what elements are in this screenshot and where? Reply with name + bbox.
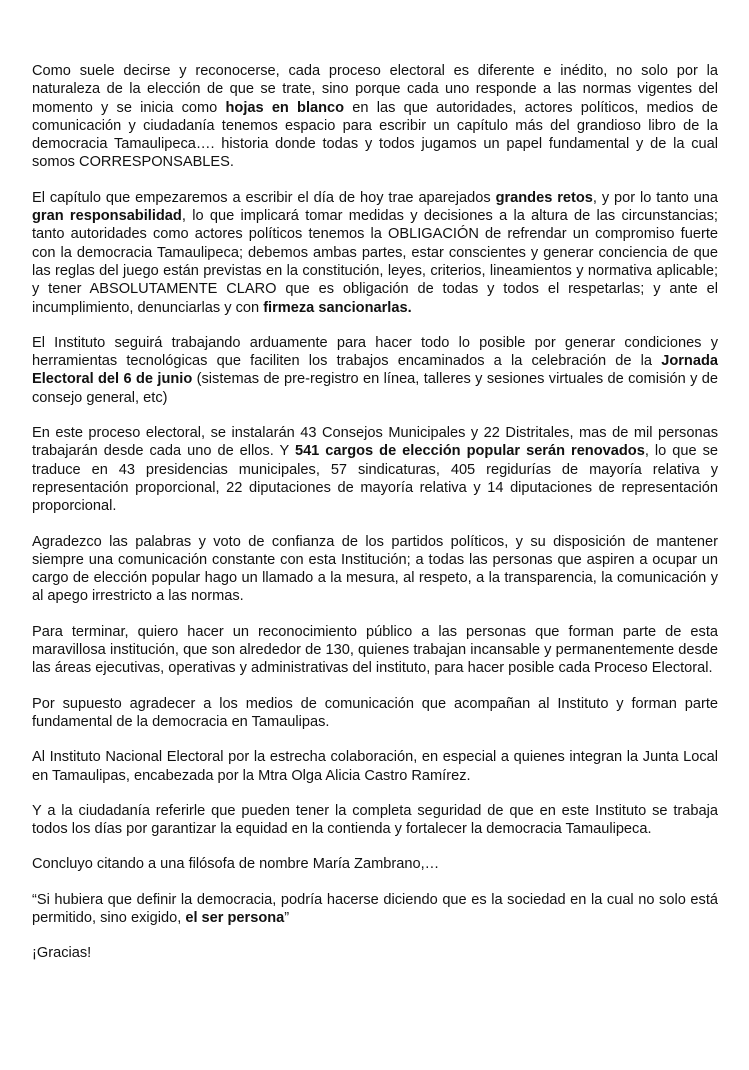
bold-text: el ser persona — [185, 909, 285, 926]
text-run: El Instituto seguirá trabajando arduamente para hacer todo lo posible por generar condiciones y herramientas tecnológicas que faciliten los trabajos encaminados a la celebración de la — [32, 334, 718, 370]
text-run: (sistemas de pre-registro en línea, talleres y sesiones virtuales de comisión y de consejo general, etc) — [32, 371, 718, 406]
text-run: Agradezco las palabras y voto de confianza de los partidos políticos, y su disposición de mantener siempre una comunicación constante con esta Institución; a todas las personas que aspiren a ocupar un cargo de elección popular hago un llamado a la mesura, al respeto, a la transparencia, la comunicación y al apego irrestricto a las normas. — [32, 533, 718, 605]
text-run: En este proceso electoral, se instalarán 43 Consejos Municipales y 22 Distritales, mas de mil personas trabajarán desde cada uno de ellos. Y — [32, 425, 718, 460]
paragraph — [32, 424, 718, 515]
text-run: , lo que implicará tomar medidas y decisiones a la altura de las circunstancias; tanto autoridades como actores políticos tenemos la OBLIGACIÓN de refrendar un compromiso fuerte con la democracia Tamaulipeca; debemos ambas partes, estar conscientes y generar conciencia de que las reglas del juego están previstas en la constitución, leyes, criterios, lineamientos y normativa aplicable; y tener ABSOLUTAMENTE CLARO que es obligación de todas y todos el respetarlas; y ante el incumplimiento, denunciarlas y con — [32, 208, 718, 316]
paragraph — [32, 855, 718, 873]
bold-text: Jornada Electoral del 6 de junio — [32, 353, 718, 388]
text-run: Y a la ciudadanía referirle que pueden tener la completa seguridad de que en este Instituto se trabaja todos los días por garantizar la equidad en la contienda y fortalecer la democracia Tamaulipeca. — [32, 802, 718, 838]
text-run: Para terminar, quiero hacer un reconocimiento público a las personas que forman parte de esta maravillosa institución, que son alrededor de 130, quienes trabajan incansable y permanentemente desde las áreas ejecutivas, operativas y administrativas del instituto, para hacer posible cada Proceso Electoral. — [32, 623, 718, 677]
text-run: “Si hubiera que definir la democracia, podría hacerse diciendo que es la sociedad en la cual no solo está permitido, sino exigido, — [32, 891, 718, 926]
paragraph — [32, 891, 718, 928]
text-run: Por supuesto agradecer a los medios de comunicación que acompañan al Instituto y forman parte fundamental de la democracia en Tamaulipas. — [32, 695, 718, 730]
paragraph — [32, 533, 718, 606]
paragraph — [32, 189, 718, 317]
text-run: ” — [284, 909, 290, 926]
text-run: El capítulo que empezaremos a escribir el día de hoy trae aparejados — [32, 189, 496, 206]
text-run: Al Instituto Nacional Electoral por la estrecha colaboración, en especial a quienes integran la Junta Local en Tamaulipas, encabezada por la Mtra Olga Alicia Castro Ramírez. — [32, 749, 718, 784]
bold-text: grandes retos — [495, 189, 593, 206]
paragraph — [32, 802, 718, 839]
text-run: en las que autoridades, actores políticos, medios de comunicación y ciudadanía tenemos espacio para escribir un capítulo más del grandioso libro de la democracia Tamaulipeca…. historia donde todas y todos jugamos un papel fundamental y de la cual somos CORRESPONSABLES. — [32, 99, 718, 171]
text-run: , lo que se traduce en 43 presidencias municipales, 57 sindicaturas, 405 regidurías de mayoría relativa y representación proporcional, 22 diputaciones de mayoría relativa y 14 diputaciones de representación proporcional. — [32, 443, 718, 515]
paragraph — [32, 623, 718, 678]
bold-text: firmeza sancionarlas. — [263, 299, 412, 316]
text-run: ¡Gracias! — [32, 945, 92, 962]
text-run: Como suele decirse y reconocerse, cada proceso electoral es diferente e inédito, no solo por la naturaleza de la elección de que se trate, sino porque cada uno responde a las normas vigentes del momento y se inicia como — [32, 63, 718, 116]
bold-text: gran responsabilidad — [32, 208, 182, 225]
bold-text: 541 cargos de elección popular serán renovados — [294, 443, 645, 460]
paragraph — [32, 748, 718, 785]
paragraph — [32, 62, 718, 172]
text-run: , y por lo tanto una — [592, 189, 719, 206]
paragraph — [32, 334, 718, 407]
document-body — [32, 62, 718, 980]
paragraph — [32, 944, 718, 962]
paragraph — [32, 695, 718, 732]
text-run: Concluyo citando a una filósofa de nombre María Zambrano,… — [32, 856, 440, 873]
bold-text: hojas en blanco — [225, 99, 345, 116]
